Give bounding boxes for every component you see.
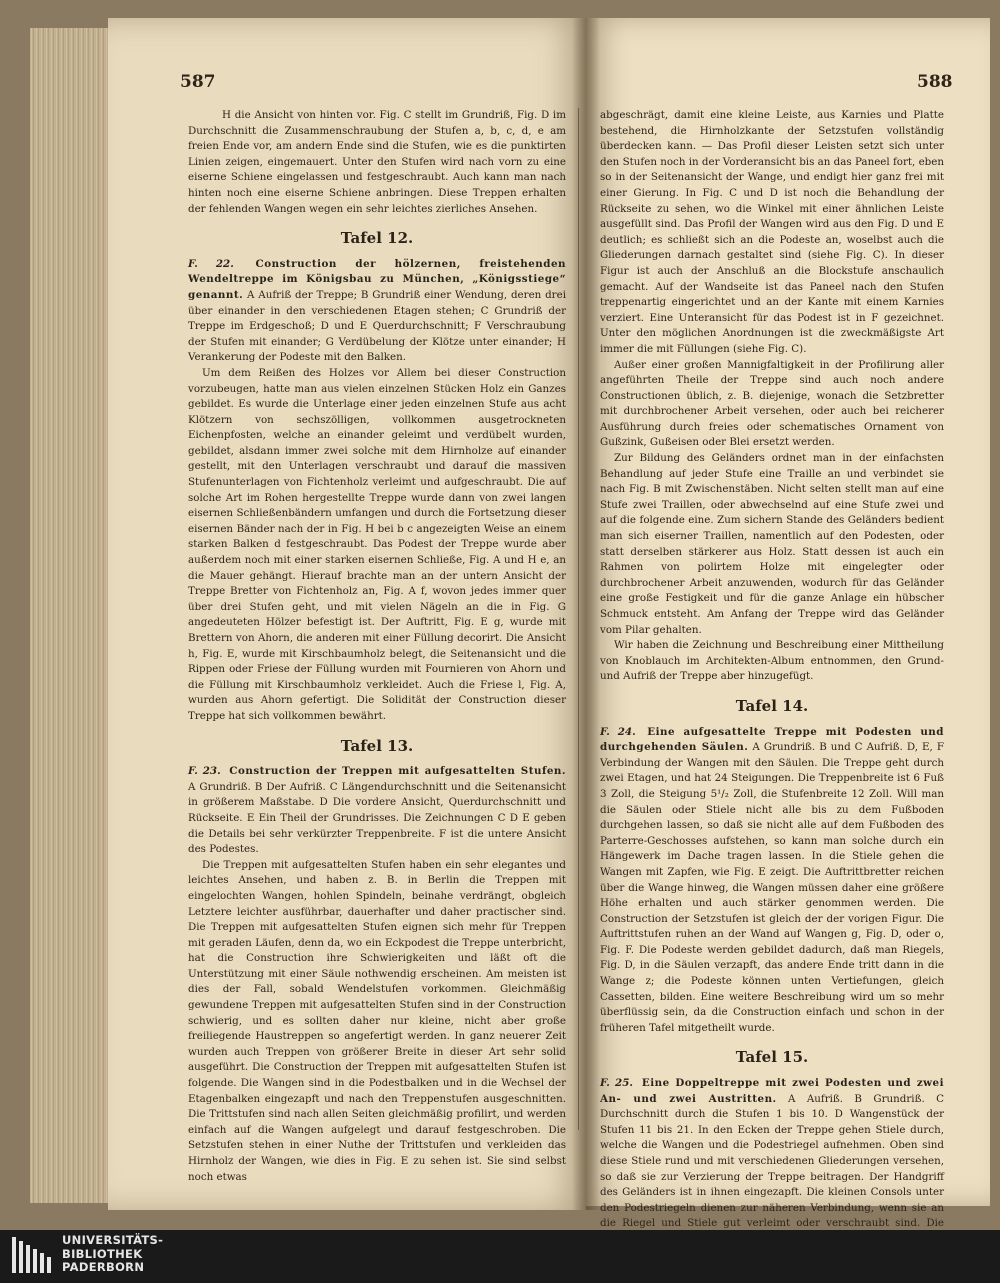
column-divider (578, 108, 579, 1130)
figure-entry-25 (600, 1076, 944, 1248)
paragraph: abgeschrägt, damit eine kleine Leiste, aus Karnies und Platte bestehend, die Hirnholzkante der Setzstufen vollständig überdecken kann. — Das Profil dieser Leisten setzt sich unter den Stufen noch in der Vorderansicht bis an das Paneel fort, eben so in der Seitenansicht der Wange, und endigt hier ganz frei mit einer Gierung. In Fig. C und D ist noch die Behandlung der Rückseite zu sehen, wo die Winkel mit einer ähnlichen Leiste ausgefüllt sind. Das Profil der Wangen wird aus den Fig. D und E deutlich; es schließt sich an die Podeste an, woselbst auch die Gliederungen darnach gestaltet sind (siehe Fig. C). In dieser Figur ist auch der Anschluß an die Blockstufe anschaulich gemacht. Auf der Wandseite ist das Paneel nach den Stufen treppenartig eingerichtet und an der Kante mit einem Karnies verziert. Eine Unteransicht für das Podest ist in F gezeichnet. Unter den möglichen Anordnungen ist die zweckmäßigste Art immer die mit Füllungen (siehe Fig. C). (600, 109, 944, 355)
entry-title: Eine aufgesattelte Treppe mit Podesten und durchgehenden Säulen. (600, 725, 944, 754)
fig-label: F. 24. (600, 725, 636, 738)
library-name-line: PADERBORN (62, 1260, 145, 1274)
left-column (188, 108, 566, 1185)
figure-entry-24 (600, 725, 944, 1037)
paragraph: Außer einer großen Mannigfaltigkeit in der Profilirung aller angeführten Theile der Treppe sind auch noch andere Constructionen üblich, z. B. diejenige, wonach die Setzbretter mit durchbrochener Arbeit versehen, oder auch bei reicherer Ausführung durch freies oder schematisches Ornament von Gußzink, Gußeisen oder Blei ersetzt werden. (600, 358, 944, 449)
library-name (62, 1234, 163, 1275)
gutter-shadow (572, 18, 600, 1210)
entry-text: A Grundriß. B und C Aufriß. D, E, F Verbindung der Wangen mit den Säulen. Die Treppe geht durch zwei Etagen, und hat 24 Steigungen. Die Treppenbreite ist 6 Fuß 3 Zoll, die Steigung 5¹/₂ Zoll, die Stufenbreite 12 Zoll. Will man die Säulen oder Stiele nicht alle bis zu dem Fußboden durchgehen lassen, so daß sie nicht alle auf dem Fußboden des Parterre-Geschosses aufstehen, so kann man solche durch ein Hängewerk im Dache tragen lassen. In die Stiele gehen die Wangen mit Zapfen, wie Fig. E zeigt. Die Auftrittbretter reichen über die Wange hinweg, die Wangen müssen daher eine größere Höhe erhalten und auch stärker genommen werden. Die Construction der Setzstufen ist gleich der der vorigen Figur. Die Auftrittstufen ruhen an der Wand auf Wangen g, Fig. D, oder o, Fig. F. Die Podeste werden gebildet dadurch, daß man Riegels, Fig. D, in die Säulen verzapft, das andere Ende tritt dann in die Wange z; die Podeste können unten Vertiefungen, gleich Cassetten, bilden. Eine weitere Beschreibung wird um so mehr überflüssig sein, da die Construction einfach und schon in der früheren Tafel mitgetheilt wurde. (600, 741, 944, 1034)
entry-text: A Grundriß. B Der Aufriß. C Längendurchschnitt und die Seitenansicht in größerem Maßstabe. D Die vordere Ansicht, Querdurchschnitt und Rückseite. E Ein Theil der Grundrisses. Die Zeichnungen C D E geben die Details bei sehr verkürzter Treppenbreite. F ist die untere Ansicht des Podestes. (188, 780, 566, 856)
paragraph: Wir haben die Zeichnung und Beschreibung einer Mittheilung von Knoblauch im Architekten-Album entnommen, den Grund- und Aufriß der Treppe aber hinzugefügt. (600, 639, 944, 683)
entry-title: Eine Doppeltreppe mit zwei Podesten und zwei An- und zwei Austritten. (600, 1077, 944, 1105)
paragraph: Um dem Reißen des Holzes vor Allem bei dieser Construction vorzubeugen, hatte man aus vielen einzelnen Stücken Holz ein Ganzes gebildet. Es wurde die Unterlage einer jeden einzelnen Stufe aus acht Klötzern von sechszölligen, vollkommen ausgetrockneten Eichenpfosten, welche an einander geleimt und verdübelt wurden, gebildet, alsdann immer zwei solche mit dem Hirnholze auf einander gestellt, mit den Unterlagen verschraubt und darauf die massiven Stufenunterlagen von Fichtenholz verleimt und aufgeschraubt. Die auf solche Art im Rohen hergestellte Treppe wurde dann von zwei langen eisernen Schließenbändern umfangen und durch die Fortsetzung dieser eisernen Bänder nach der in Fig. H bei b c angezeigten Weise an einem starken Balken d festgeschraubt. Das Podest der Treppe wurde aber außerdem noch mit einer starken eisernen Schließe, Fig. A und H e, an die Mauer gehängt. Hierauf brachte man an der untern Ansicht der Treppe Bretter von Fichtenholz an, Fig. A f, wovon jedes immer quer über drei Stufen geht, und mit vielen Nägeln an die in Fig. G angedeuteten Hölzer befestigt ist. Der Auftritt, Fig. E g, wurde mit Brettern von Ahorn, die anderen mit einer Füllung decorirt. Die Ansicht h, Fig. E, wurde mit Kirschbaumholz belegt, die Seitenansicht und die Rippen oder Friese der Füllung wurden mit Fournieren von Ahorn und die Füllung mit Kirschbaumholz verkleidet. Auch die Friese l, Fig. A, wurden aus Ahorn gefertigt. Die Solidität der Construction dieser Treppe hat sich vollkommen bewährt. (188, 366, 566, 722)
tafel-12-heading: Tafel 12. (340, 229, 414, 248)
library-logo-icon (10, 1233, 54, 1277)
figure-entry-23 (188, 764, 566, 858)
entry-title: Construction der hölzernen, freistehenden Wendeltreppe im Königsbau zu München, „Königsstiege“ genannt. (188, 257, 567, 301)
page-edges (30, 28, 110, 1203)
fig-label: F. 25. (600, 1077, 633, 1090)
figure-entry-22 (188, 257, 566, 366)
paragraph: H die Ansicht von hinten vor. Fig. C stellt im Grundriß, Fig. D im Durchschnitt die Zusammenschraubung der Stufen a, b, c, d, e am freien Ende vor, am andern Ende sind die Stufen, wie es die punktirten Linien zeigen, eingemauert. Unter den Stufen wird nach vorn zu eine eiserne Schiene eingelassen und festgeschraubt. Auch kann man nach hinten noch eine eiserne Schiene anbringen. Diese Treppen erhalten der fehlenden Wangen wegen ein sehr leichtes zierliches Ansehen. (188, 109, 566, 215)
library-name-line: BIBLIOTHEK (62, 1246, 143, 1261)
tafel-15-heading: Tafel 15. (735, 1048, 809, 1067)
paragraph: Die Treppen mit aufgesattelten Stufen haben ein sehr elegantes und leichtes Ansehen, und haben z. B. in Berlin die Treppen mit eingelochten Wangen, hohlen Spindeln, beinahe verdrängt, obgleich Letztere leichter ausführbar, dauerhafter und daher practischer sind. Die Treppen mit aufgesattelten Stufen eignen sich mehr für Treppen mit geraden Läufen, denn da, wo ein Eckpodest die Treppe unterbricht, hat die Construction ihre Schwierigkeiten und läßt oft die Unterstützung mit einer Säule nothwendig erscheinen. Am meisten ist dies der Fall, sobald Wendelstufen vorkommen. Gleichmäßig gewundene Treppen mit aufgesattelten Stufen sind in der Construction schwierig, und es sollten daher nur kleine, nicht aber große freiliegende Haustreppen so angefertigt werden. In ganz neuerer Zeit wurden auch Treppen von größerer Breite in dieser Art sehr solid ausgeführt. Die Construction der Treppen mit aufgesattelten Stufen ist folgende. Die Wangen sind in die Podestbalken und in die Wechsel der Etagenbalken eingezapft und nach den Treppenstufen ausgeschnitten. Die Trittstufen sind nach allen Seiten gleichmäßig profilirt, und werden einfach auf die Wangen aufgelegt und darauf festgeschroben. Die Setzstufen stehen in einer Nuthe der Trittstufen und verkleiden das Hirnholz der Wangen, wie dies in Fig. E zu sehen ist. Sie sind selbst noch etwas (188, 858, 566, 1183)
fig-label: F. 23. (188, 765, 221, 778)
right-column (600, 108, 944, 1263)
tafel-13-heading: Tafel 13. (340, 736, 414, 755)
entry-text: A Aufriß. B Grundriß. C Durchschnitt durch die Stufen 1 bis 10. D Wangenstück der Stufen 11 bis 21. In den Ecken der Treppe gehen Stiele durch, welche die Wangen und die Podestriegel aufnehmen. Oben sind diese Stiele rund und mit verschiedenen Gliederungen versehen, so daß sie zur Verzierung der Treppe beitragen. Der Handgriff des Geländers ist in ihnen eingezapft. Die kleinen Consols unter den Podestriegeln dienen zur näheren Verbindung, wenn sie an die Riegel und Stiele gut verleimt oder verschraubt sind. Die (600, 1092, 944, 1230)
paragraph: Zur Bildung des Geländers ordnet man in der einfachsten Behandlung auf jeder Stufe eine Traille an und verbindet sie nach Fig. B mit Zwischenstäben. Nicht selten stellt man auf eine Stufe zwei Traillen, oder abwechselnd auf eine Stufe zwei und auf die folgende eine. Zum sichern Stande des Geländers bedient man sich eiserner Traillen, namentlich auf den Podesten, oder statt derselben stärkerer aus Holz. Statt dessen ist auch ein Rahmen von polirtem Holze mit eingelegter oder durchbrochener Arbeit anzuwenden, wodurch für das Geländer eine große Festigkeit und für die ganze Anlage ein hübscher Schmuck entsteht. Am Anfang der Treppe wird das Geländer vom Pilar gehalten. (600, 452, 944, 636)
entry-text: A Aufriß der Treppe; B Grundriß einer Wendung, deren drei über einander in den verschiedenen Etagen stehen; C Grundriß der Treppe im Erdgeschoß; D und E Querdurchschnitt; F Verschraubung der Stufen mit einander; G Verdübelung der Klötze unter einander; H Verankerung der Podeste mit den Balken. (188, 288, 566, 364)
page-number-left: 587 (180, 72, 216, 92)
fig-label: F. 22. (188, 257, 234, 270)
tafel-14-heading: Tafel 14. (735, 696, 809, 715)
library-name-line: UNIVERSITÄTS- (62, 1233, 164, 1247)
entry-title: Construction der Treppen mit aufgesattelten Stufen. (229, 765, 567, 778)
page-number-right: 588 (917, 72, 953, 92)
